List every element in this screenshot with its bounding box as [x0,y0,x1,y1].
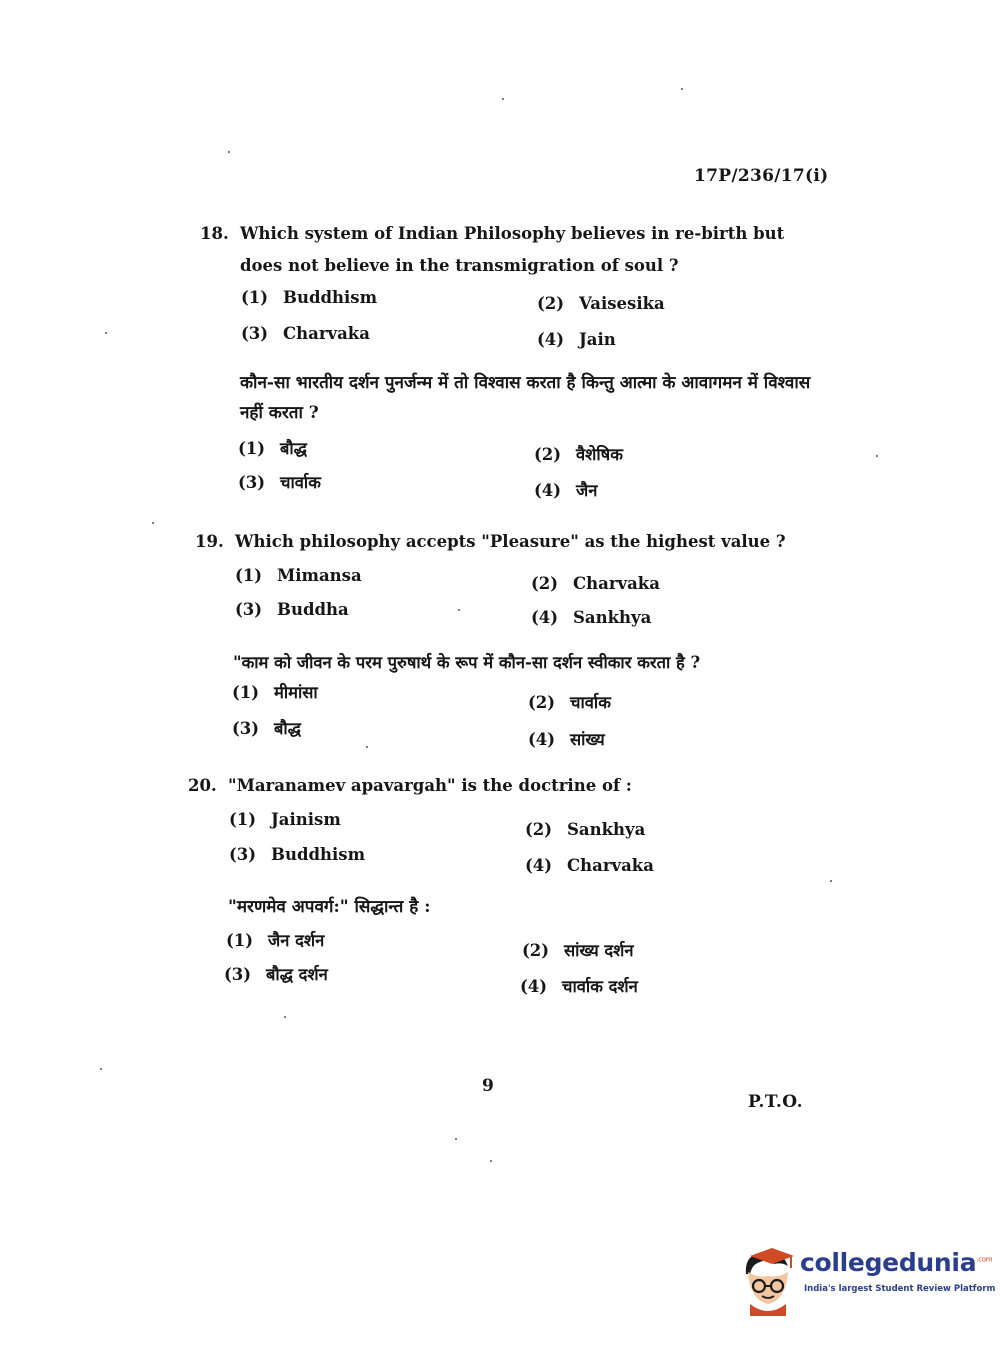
option-text: जैन दर्शन [268,931,325,950]
option-number: (4) [528,730,556,749]
option-number: (1) [241,288,269,307]
option-number: (4) [534,481,562,500]
option-3 [241,324,370,343]
option-number: (3) [241,324,269,343]
option-4 [537,330,616,349]
question-text-english: "Maranamev apavargah" is the doctrine of : [228,776,632,795]
option-4-hindi [534,478,597,501]
option-number: (1) [229,810,257,829]
option-4 [531,608,651,627]
option-4-hindi [528,727,605,750]
option-3-hindi [224,962,328,985]
mascot-icon [738,1244,798,1316]
question-18 [200,218,840,288]
option-text: बौद्ध [274,719,301,738]
question-text-hindi: "काम को जीवन के परम पुरुषार्थ के रूप में कौन-सा दर्शन स्वीकार करता है ? [233,653,701,672]
option-text: बौद्ध दर्शन [266,965,328,984]
option-text: Jainism [271,810,341,829]
option-number: (2) [528,693,556,712]
option-1-hindi [232,680,318,703]
option-number: (3) [232,719,260,738]
option-text: Sankhya [567,820,646,839]
option-2-hindi [534,442,623,465]
option-text: जैन [576,481,598,500]
brand-suffix: .com [976,1255,993,1264]
option-4 [525,856,654,875]
option-2 [531,574,660,593]
option-number: (3) [238,473,266,492]
option-text: सांख्य [570,730,605,749]
brand-name [800,1248,992,1277]
option-text: वैशेषिक [576,445,623,464]
option-number: (1) [238,439,266,458]
option-number: (4) [537,330,565,349]
collegedunia-logo [738,1244,996,1316]
option-number: (4) [520,977,548,996]
option-number: (1) [232,683,260,702]
option-1-hindi [226,928,324,951]
option-number: (1) [226,931,254,950]
question-number: 18. [200,224,229,243]
option-number: (4) [525,856,553,875]
question-20 [188,770,828,804]
paper-code: 17P/236/17(i) [694,166,829,186]
option-1 [235,566,362,585]
option-number: (3) [224,965,252,984]
option-text: चार्वाक [280,473,321,492]
option-1-hindi [238,436,307,459]
option-4-hindi [520,974,638,997]
option-text: चार्वाक दर्शन [562,977,638,996]
option-text: मीमांसा [274,683,318,702]
option-text: Charvaka [283,324,370,343]
option-2-hindi [522,938,634,961]
option-3 [229,845,365,864]
option-2-hindi [528,690,611,713]
option-number: (2) [531,574,559,593]
option-number: (2) [537,294,565,313]
option-text: Mimansa [277,566,362,585]
option-number: (3) [235,600,263,619]
option-text: सांख्य दर्शन [564,941,634,960]
option-3 [235,600,349,619]
question-text-hindi: कौन-सा भारतीय दर्शन पुनर्जन्म में तो विश्वास करता है किन्तु आत्मा के आवागमन में विश्वास नहीं करता ? [240,373,811,423]
page-number: 9 [482,1076,494,1096]
option-text: Jain [579,330,616,349]
question-number: 20. [188,776,217,795]
option-text: Buddhism [271,845,366,864]
option-1 [229,810,341,829]
option-3-hindi [238,470,321,493]
option-text: चार्वाक [570,693,611,712]
question-text-hindi: "मरणमेव अपवर्ग:" सिद्धान्त है : [228,897,431,917]
option-number: (3) [229,845,257,864]
option-number: (4) [531,608,559,627]
question-number: 19. [195,532,224,551]
pto-label: P.T.O. [748,1092,803,1112]
option-2 [525,820,645,839]
brand-tagline: India's largest Student Review Platform [804,1284,996,1294]
option-3-hindi [232,716,301,739]
option-number: (1) [235,566,263,585]
option-text: Charvaka [567,856,654,875]
option-number: (2) [525,820,553,839]
option-text: Sankhya [573,608,652,627]
option-text: Buddhism [283,288,378,307]
option-number: (2) [522,941,550,960]
option-number: (2) [534,445,562,464]
question-text-english: Which philosophy accepts "Pleasure" as the highest value ? [235,532,786,551]
option-2 [537,294,665,313]
question-text-english: Which system of Indian Philosophy believes in re-birth but does not believe in the transmigration of soul ? [240,224,785,275]
option-text: बौद्ध [280,439,307,458]
brand-name-text: collegedunia [800,1248,977,1277]
option-text: Vaisesika [579,294,665,313]
option-text: Buddha [277,600,349,619]
option-text: Charvaka [573,574,660,593]
option-1 [241,288,377,307]
question-19 [195,526,835,560]
